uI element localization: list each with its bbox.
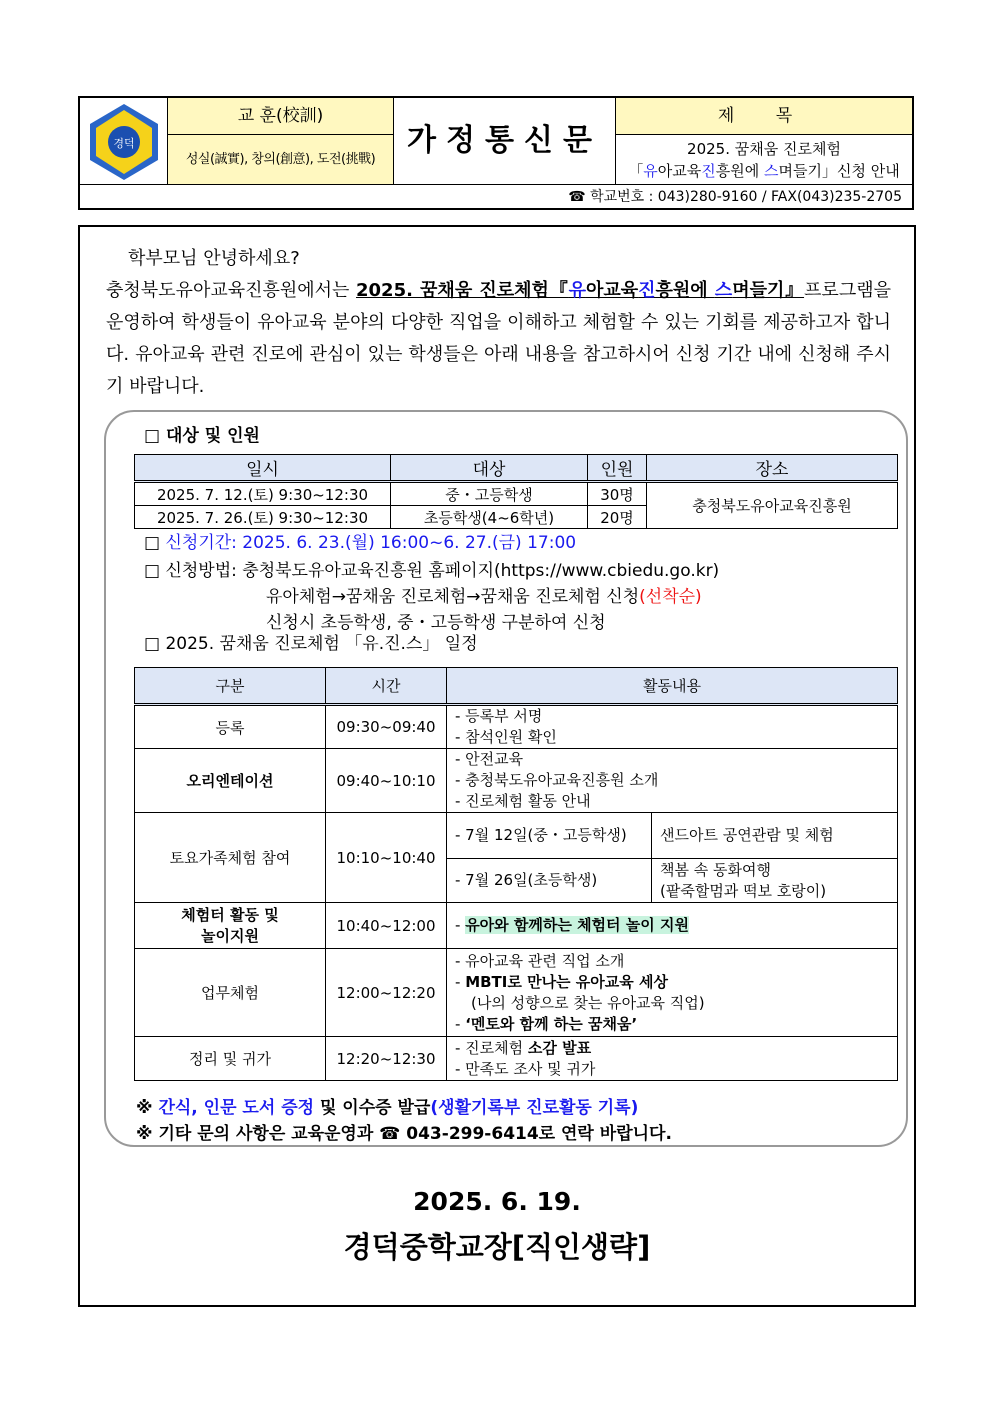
th-date: 일시 — [135, 455, 391, 482]
motto-text: 성실(誠實), 창의(創意), 도전(挑戰) — [168, 135, 394, 184]
section-target-title: □ 대상 및 인원 — [144, 426, 260, 446]
school-phone: ☎ 학교번호 : 043)280-9160 / FAX(043)235-2705 — [80, 184, 912, 208]
count-cell: 20명 — [588, 506, 647, 529]
note-gift: ※ 간식, 인문 도서 증정 및 이수증 발급(생활기록부 진로활동 기록) — [136, 1098, 639, 1118]
apply-method: □ 신청방법: 충청북도유아교육진흥원 홈페이지(https://www.cbiedu.go.kr) — [144, 561, 720, 581]
th-time: 시간 — [326, 668, 447, 705]
intro-paragraph: 충청북도유아교육진흥원에서는 2025. 꿈채움 진로체험『유아교육진흥원에 스며들기』프로그램을 운영하여 학생들이 유아교육 분야의 다양한 직업을 이해하고 체험할 수 있는 기회를 제공하고자 합니다. 유아교육 관련 진로에 관심이 있는 학생들은 아래 내용을 참고하시어 신청 기간 내에 신청해 주시기 바랍니다. — [106, 280, 891, 397]
table-row: 업무체험 12:00~12:20 - 유아교육 관련 직업 소개 - MBTI로 만나는 유아교육 세상 (나의 성향으로 찾는 유아교육 직업) - ‘멘토와 함께 하는 꿈채움’ — [135, 949, 898, 1037]
logo-text: 경덕 — [113, 137, 135, 150]
table-row: 토요가족체험 참여 10:10~10:40 - 7월 12일(중・고등학생) 샌드아트 공연관람 및 체험 — [135, 813, 898, 859]
table-row: 체험터 활동 및 놀이지원 10:40~12:00 - 유아와 함께하는 체험터 놀이 지원 — [135, 903, 898, 949]
principal-signature: 경덕중학교장[직인생략] — [343, 1230, 651, 1264]
target-cell: 초등학생(4~6학년) — [391, 506, 588, 529]
th-target: 대상 — [391, 455, 588, 482]
table-row: - 7월 26일(초등학생) 책봄 속 동화여행 (팥죽할멈과 떡보 호랑이) — [135, 859, 898, 903]
apply-note: 신청시 초등학생, 중・고등학생 구분하여 신청 — [266, 613, 606, 633]
school-logo — [80, 98, 168, 184]
target-table — [134, 454, 898, 529]
main-content — [78, 225, 916, 1307]
th-category: 구분 — [135, 668, 326, 705]
schedule-table — [134, 667, 898, 1081]
subject-text — [616, 135, 912, 184]
schedule-title: □ 2025. 꿈채움 진로체험 「유.진.스」 일정 — [144, 634, 478, 654]
table-row: 등록 09:30~09:40 - 등록부 서명 - 참석인원 확인 — [135, 705, 898, 749]
subject-heading: 제 목 — [616, 98, 912, 135]
table-row: 정리 및 귀가 12:20~12:30 - 진로체험 소감 발표 - 만족도 조사 및 귀가 — [135, 1037, 898, 1081]
issue-date: 2025. 6. 19. — [413, 1187, 581, 1216]
note-contact: ※ 기타 문의 사항은 교육운영과 ☎ 043-299-6414로 연락 바랍니다. — [136, 1124, 672, 1144]
table-row: 오리엔테이션 09:40~10:10 - 안전교육 - 충청북도유아교육진흥원 소개 - 진로체험 활동 안내 — [135, 749, 898, 813]
date-cell: 2025. 7. 12.(토) 9:30~12:30 — [135, 482, 391, 506]
header-table — [78, 96, 914, 210]
apply-period: □ 신청기간: 2025. 6. 23.(월) 16:00~6. 27.(금) 17:00 — [144, 533, 577, 553]
th-activity: 활동내용 — [447, 668, 898, 705]
greeting: 학부모님 안녕하세요? — [128, 248, 300, 269]
doc-title: 가정통신문 — [394, 98, 616, 184]
th-count: 인원 — [588, 455, 647, 482]
motto-heading: 교 훈(校訓) — [168, 98, 394, 135]
count-cell: 30명 — [588, 482, 647, 506]
apply-path: 유아체험→꿈채움 진로체험→꿈채움 진로체험 신청(선착순) — [266, 587, 702, 607]
date-cell: 2025. 7. 26.(토) 9:30~12:30 — [135, 506, 391, 529]
subject-line1: 2025. 꿈채움 진로체험 — [687, 140, 841, 158]
th-place: 장소 — [647, 455, 898, 482]
target-cell: 중・고등학생 — [391, 482, 588, 506]
subject-line2: 「유아교육진흥원에 스며들기」신청 안내 — [628, 162, 900, 180]
place-cell: 충청북도유아교육진흥원 — [647, 482, 898, 529]
